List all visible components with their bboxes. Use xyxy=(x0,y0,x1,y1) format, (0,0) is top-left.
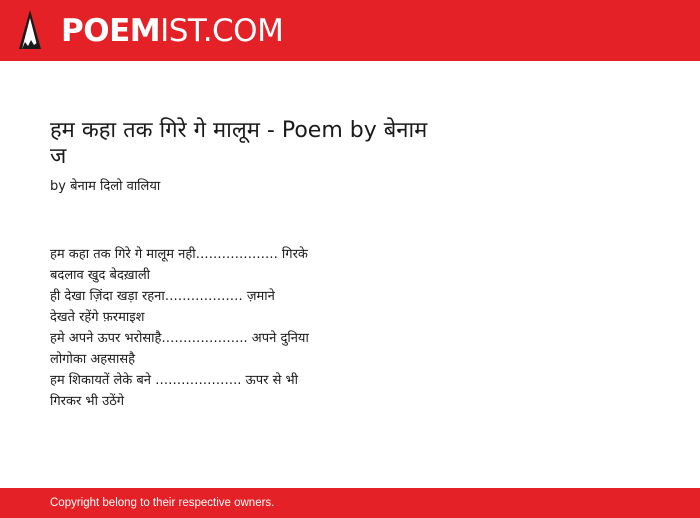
logo-text-bold: POEM xyxy=(61,13,161,49)
poem-line: गिरकर भी उठेंगे xyxy=(50,394,125,409)
author-link[interactable]: बेनाम दिलो वालिया xyxy=(70,179,161,194)
poem-line: हम कहा तक गिरे गे मालूम नही………………. गिरके xyxy=(50,247,308,262)
poem-line: बदलाव खुद बेदख़ाली xyxy=(50,268,151,283)
site-logo-text xyxy=(61,9,283,53)
poem-line: ही देखा ज़िंदा खड़ा रहना……………… ज़माने xyxy=(50,289,275,304)
logo-text-light: IST.COM xyxy=(160,13,284,49)
poem-header xyxy=(50,118,430,196)
site-logo-link[interactable] xyxy=(16,9,283,53)
site-footer xyxy=(0,488,700,518)
poem-line: हम शिकायतें लेके बने ……………….. ऊपर से भी xyxy=(50,373,299,388)
poem-byline xyxy=(50,178,430,196)
poem-title: हम कहा तक गिरे गे मालूम - Poem by बेनाम ज xyxy=(50,118,428,169)
poem-line: देखते रहेंगे फ़रमाइश xyxy=(50,310,145,325)
byline-prefix: by xyxy=(50,179,66,194)
poem-body xyxy=(50,244,380,412)
copyright-text: Copyright belong to their respective owners. xyxy=(50,497,275,509)
site-header xyxy=(0,0,700,61)
pencil-tip-icon xyxy=(16,9,44,53)
poem-line: हमे अपने ऊपर भरोसाहै……………….. अपने दुनिया xyxy=(50,331,309,346)
poem-line: लोगोका अहसासहै xyxy=(50,352,136,367)
